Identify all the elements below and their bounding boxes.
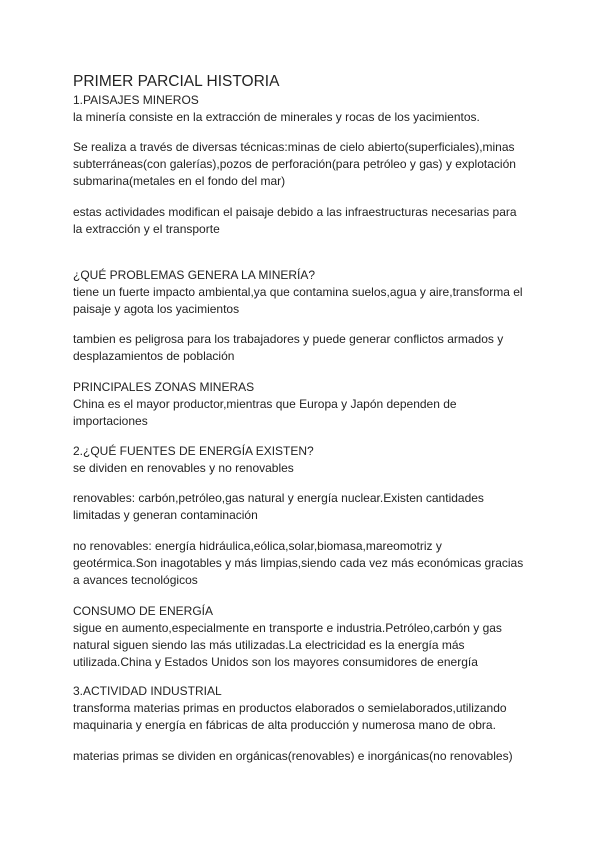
text-line: importaciones [73,414,148,428]
text-line: la extracción y el transporte [73,222,220,236]
paragraph-paisaje [73,204,543,238]
paragraph-problemas [73,267,543,318]
text-line: estas actividades modifican el paisaje debido a las infraestructuras necesarias para [73,205,517,219]
text-line: sigue en aumento,especialmente en transporte e industria.Petróleo,carbón y gas [73,621,502,635]
paragraph-paisajes-mineros [73,92,543,126]
paragraph-fuentes-energia [73,443,543,477]
text-line: desplazamientos de población [73,349,235,363]
heading-problemas: ¿QUÉ PROBLEMAS GENERA LA MINERÍA? [73,268,316,282]
paragraph-tecnicas [73,139,543,190]
text-line: la minería consiste en la extracción de minerales y rocas de los yacimientos. [73,110,480,124]
text-line: transforma materias primas en productos elaborados o semielaborados,utilizando [73,701,507,715]
paragraph-no-renovables [73,538,543,589]
paragraph-zonas-mineras [73,379,543,430]
text-line: Se realiza a través de diversas técnicas:minas de cielo abierto(superficiales),minas [73,140,515,154]
text-line: tambien es peligrosa para los trabajadores y puede generar conflictos armados y [73,332,504,346]
text-line: no renovables: energía hidráulica,eólica,solar,biomasa,mareomotriz y [73,539,442,553]
heading-actividad-industrial: 3.ACTIVIDAD INDUSTRIAL [73,684,222,698]
paragraph-consumo-energia [73,603,543,671]
text-line: utilizada.China y Estados Unidos son los mayores consumidores de energía [73,655,478,669]
paragraph-peligrosa [73,331,543,365]
text-line: submarina(metales en el fondo del mar) [73,174,286,188]
text-line: limitadas y generan contaminación [73,508,258,522]
text-line: tiene un fuerte impacto ambiental,ya que contamina suelos,agua y aire,transforma el [73,285,523,299]
text-line: maquinaria y energía en fábricas de alta producción y numerosa mano de obra. [73,718,496,732]
heading-paisajes-mineros: 1.PAISAJES MINEROS [73,93,199,107]
text-line: se dividen en renovables y no renovables [73,461,294,475]
text-line: China es el mayor productor,mientras que Europa y Japón dependen de [73,397,457,411]
heading-consumo-energia: CONSUMO DE ENERGÍA [73,604,214,618]
paragraph-renovables [73,490,543,524]
text-line: materias primas se dividen en orgánicas(renovables) e inorgánicas(no renovables) [73,749,513,763]
paragraph-materias-primas [73,748,543,765]
paragraph-actividad-industrial [73,683,543,734]
text-line: renovables: carbón,petróleo,gas natural y energía nuclear.Existen cantidades [73,491,484,505]
text-line: subterráneas(con galerías),pozos de perforación(para petróleo y gas) y explotación [73,157,516,171]
page-title: PRIMER PARCIAL HISTORIA [73,73,280,90]
text-line: geotérmica.Son inagotables y más limpias,siendo cada vez más económicas gracias [73,556,524,570]
text-line: a avances tecnológicos [73,573,198,587]
text-line: natural siguen siendo las más utilizadas.La electricidad es la energía más [73,638,465,652]
heading-zonas-mineras: PRINCIPALES ZONAS MINERAS [73,380,255,394]
text-line: paisaje y agota los yacimientos [73,302,240,316]
heading-fuentes-energia: 2.¿QUÉ FUENTES DE ENERGÍA EXISTEN? [73,444,314,458]
